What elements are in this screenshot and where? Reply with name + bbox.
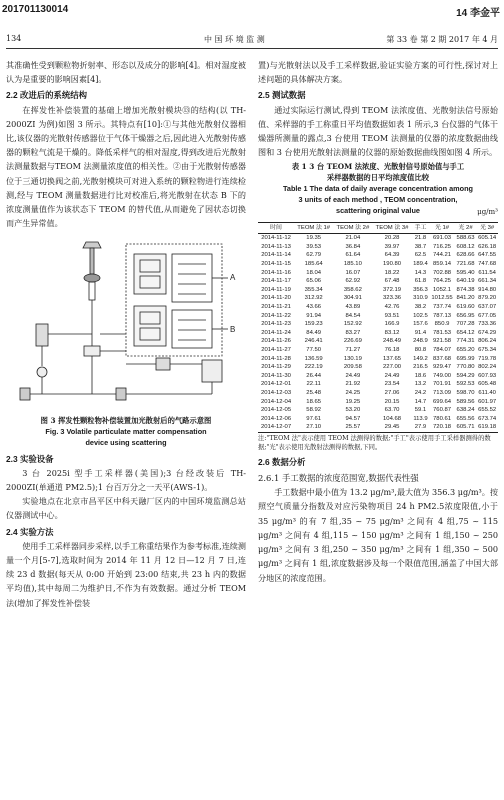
table-header-cell: TEOM 法 1#: [294, 222, 333, 234]
table-cell: 189.4: [413, 261, 428, 267]
table-cell: 27.9: [412, 423, 430, 432]
table-cell: 14.3: [414, 269, 427, 276]
table-cell: 43.89: [345, 303, 361, 310]
table-cell: 18.6: [414, 372, 427, 379]
table-cell: 2014-11-28: [261, 355, 291, 362]
table-row: [258, 372, 498, 381]
table-cell: 24.2: [414, 389, 427, 396]
intro-paragraph: 其准确性受到颗粒物折射率、形态以及成分的影响[4]。相对湿度被认为是重要的影响因素[4]。: [6, 60, 246, 85]
table-cell: 84.54: [345, 312, 361, 319]
table-cell: 137.65: [383, 355, 402, 362]
data-table: [258, 222, 498, 433]
table-cell: 1052.1: [433, 286, 452, 293]
table-row: [258, 251, 498, 260]
table-cell: 62.79: [306, 252, 322, 259]
table-cell: 701.91: [433, 381, 452, 388]
document-header: [0, 4, 504, 18]
table-header-cell: 光 3#: [476, 222, 498, 234]
section-2-3-heading: 2.3 实验设备: [6, 453, 54, 464]
table-cell: 372.19: [383, 286, 402, 293]
table-cell: 42.76: [384, 303, 400, 310]
table-row: [258, 269, 498, 278]
continued-paragraph: 置)与光散射法以及手工采样数据,验证实验方案的可行性,探讨对上述问题的具体解决方案。: [258, 60, 498, 85]
table-cell: 611.54: [478, 269, 496, 276]
table-cell: 227.00: [383, 364, 402, 371]
table-cell: 62.92: [345, 278, 361, 285]
table-cell: 166.9: [384, 321, 400, 328]
table-row: [258, 260, 498, 269]
table-cell: 719.78: [478, 355, 497, 362]
table-row: [258, 277, 498, 286]
table-cell: 2014-12-05: [260, 407, 292, 414]
table-cell: 21.04: [345, 235, 361, 242]
table-cell: 2014-11-17: [261, 278, 291, 285]
table-cell: 608.12: [456, 243, 475, 250]
table-cell: 611.40: [478, 389, 496, 396]
table-cell: 64.39: [384, 252, 400, 259]
table-cell: 38.7: [414, 243, 427, 250]
table-cell: 594.29: [456, 372, 475, 379]
table-cell: 837.68: [433, 355, 452, 362]
table-cell: 674.29: [478, 329, 497, 336]
table-cell: 16.07: [345, 269, 361, 276]
table-cell: 713.09: [433, 389, 452, 396]
table-row: [258, 243, 498, 252]
table-cell: 640.19: [456, 278, 475, 285]
table-cell: 19.25: [345, 398, 361, 405]
table-cell: 59.1: [414, 407, 427, 414]
table-cell: 655.52: [478, 407, 497, 414]
table-cell: 638.24: [456, 407, 475, 414]
table-cell: 304.91: [343, 295, 362, 302]
table-cell: 781.53: [433, 329, 452, 336]
table-cell: 655.20: [456, 346, 475, 353]
table-cell: 637.07: [478, 303, 497, 310]
table-cell: 84.49: [306, 329, 322, 336]
table-cell: 2014-11-26: [261, 338, 291, 345]
table-cell: 850.9: [434, 321, 450, 328]
table-header-cell: 光 1#: [429, 222, 454, 234]
table-cell: 21.92: [345, 381, 361, 388]
table-cell: 605.48: [478, 381, 497, 388]
table-cell: 312.92: [304, 295, 323, 302]
section-2-4-paragraph: 使用手工采样器同步采样,以手工称重结果作为参考标准,连续测量一个月[5-7],选取时间为 2014 年 11 月 12 日—12 月 7 日,连续 23 d 数据(每天从 0:00 开始到 23:00 结束,共 23 h 内的数据平均值),其中每周二为维护日,不作为有效数据。通过分析 TEOM 法(增加了挥发性补偿装: [6, 540, 246, 608]
journal-name: 中 国 环 境 监 测: [204, 35, 265, 44]
table-cell: 2014-12-04: [260, 398, 292, 405]
fig-label-a: A: [230, 273, 236, 283]
table-cell: 67.48: [384, 278, 400, 285]
table-cell: 2014-12-06: [260, 415, 292, 422]
table-cell: 14.7: [414, 398, 427, 405]
table-cell: 58.92: [306, 407, 322, 414]
table-cell: 628.66: [456, 252, 475, 259]
table-cell: 802.24: [478, 364, 497, 371]
table-cell: 2014-12-01: [260, 381, 292, 388]
table-cell: 605.14: [478, 235, 497, 242]
table-cell: 588.63: [456, 235, 475, 242]
table-cell: 91.94: [306, 312, 322, 319]
table-cell: 358.62: [343, 286, 362, 293]
table-cell: 677.05: [478, 312, 497, 319]
table-cell: 80.8: [414, 346, 427, 353]
table-cell: 24.25: [345, 389, 361, 396]
table-row: [258, 423, 498, 432]
table-cell: 22.11: [306, 381, 321, 388]
table-cell: 720.18: [429, 423, 454, 432]
table-cell: 2014-11-21: [261, 303, 291, 310]
table-cell: 749.00: [433, 372, 452, 379]
section-2-5-heading: 2.5 测试数据: [258, 90, 306, 101]
table-cell: 65.06: [306, 278, 322, 285]
table-cell: 716.25: [433, 243, 452, 250]
table-cell: 733.36: [478, 321, 497, 328]
table-cell: 159.23: [304, 321, 323, 328]
table-row: [258, 346, 498, 355]
table-cell: 744.21: [433, 252, 452, 259]
section-2-3-paragraph-1: 3 台 2025i 型手工采样器(美国);3 台经改装后 TH-2000ZI(单通道 PM2.5);1 台百万分之一天平(AWS-1)。: [6, 467, 246, 493]
table-cell: 695.99: [456, 355, 475, 362]
table-cell: 774.31: [456, 338, 475, 345]
table-cell: 356.3: [413, 286, 428, 293]
section-2-3-paragraph-2: 实验地点在北京市昌平区中科天融厂区内的中国环境监测总站仪器测试中心。: [6, 496, 246, 521]
table-1-caption-en-1: Table 1 The data of daily average concentration among: [282, 184, 474, 194]
table-cell: 157.6: [413, 321, 428, 328]
table-cell: 94.57: [345, 415, 361, 422]
section-2-2-paragraph: 在挥发性补偿装置的基础上增加光散射模块⑬的结构(以 TH-2000ZI 为例)如图 3 所示。其特点有[10]:①与其他光散射仪器相比,该仪器的光散射传感器位于气体干燥器之后,因此进入光散射传感器的颗粒气流是干燥的。降低采样气的相对湿度,得到改进后光散射法测量数据与TEOM 法测量浓度值的相关性。②由于光散射传感器位于三通切换阀之前,光散射模块可对进入系统的颗粒物进行连续检测,经与 TEOM 测量数据进行比对校准后,将光散射在状态 B 下的浓度测量值作为该状态下 TEOM 的替代值,从而避免了因状态切换而产生异常值。: [6, 104, 246, 229]
table-cell: 24.49: [345, 372, 361, 379]
table-cell: 605.71: [455, 423, 477, 432]
table-row: [258, 406, 498, 415]
table-cell: 589.56: [456, 398, 475, 405]
table-cell: 2014-11-19: [261, 286, 291, 293]
table-cell: 879.20: [478, 295, 497, 302]
table-cell: 18.22: [384, 269, 400, 276]
table-cell: 97.61: [306, 415, 322, 422]
table-cell: 2014-11-12: [261, 235, 291, 242]
fig-label-b: B: [230, 325, 236, 335]
table-cell: 2014-11-15: [261, 261, 291, 267]
table-cell: 355.34: [304, 286, 323, 293]
table-cell: 647.55: [478, 252, 497, 259]
table-cell: 113.9: [413, 415, 428, 422]
left-column: [6, 58, 246, 610]
table-cell: 2014-11-29: [261, 364, 291, 371]
table-1-caption-en-3: scattering original value: [336, 206, 420, 216]
table-note: 注:"TEOM 法"表示使用 TEOM 法测得的数据;"手工"表示使用手工采样器测得的数据;"光"表示使用光散射法测得的数据,下同。: [258, 434, 491, 451]
table-cell: 222.19: [304, 364, 323, 371]
table-cell: 23.54: [384, 381, 400, 388]
table-row: [258, 312, 498, 321]
table-cell: 102.5: [413, 312, 428, 319]
table-cell: 598.70: [456, 389, 475, 396]
table-1-caption-cn-2: 采样器数据的日平均浓度值比较: [326, 173, 430, 183]
table-cell: 130.19: [343, 355, 362, 362]
table-cell: 20.15: [384, 398, 400, 405]
table-cell: 699.64: [433, 398, 452, 405]
table-cell: 25.48: [306, 389, 322, 396]
table-cell: 310.9: [413, 295, 428, 302]
table-cell: 149.2: [413, 355, 428, 362]
page-number: 134: [6, 34, 22, 43]
author-page-label: 14 李金平: [456, 8, 500, 19]
table-cell: 2014-12-07: [258, 423, 294, 432]
table-cell: 764.25: [433, 278, 452, 285]
table-cell: 226.69: [343, 338, 362, 345]
table-cell: 27.06: [384, 389, 400, 396]
table-cell: 619.18: [476, 423, 498, 432]
table-cell: 2014-11-27: [261, 346, 291, 353]
table-cell: 246.41: [304, 338, 323, 345]
table-cell: 91.4: [414, 329, 427, 336]
table-unit: μg/m³: [477, 208, 498, 217]
table-row: [258, 337, 498, 346]
table-cell: 747.68: [478, 261, 497, 267]
table-header-cell: 时间: [258, 222, 294, 234]
table-body: [258, 234, 498, 433]
table-row: [258, 234, 498, 243]
table-cell: 209.58: [343, 364, 362, 371]
figure-3-diagram: [6, 234, 246, 406]
table-cell: 655.56: [456, 415, 475, 422]
table-cell: 152.92: [343, 321, 362, 328]
table-cell: 707.28: [456, 321, 475, 328]
table-cell: 63.70: [384, 407, 400, 414]
table-cell: 19.35: [306, 235, 322, 242]
table-cell: 784.07: [433, 346, 452, 353]
section-2-6-heading: 2.6 数据分析: [258, 456, 306, 467]
table-cell: 2014-11-14: [261, 252, 291, 259]
table-cell: 76.18: [384, 346, 400, 353]
table-cell: 43.66: [306, 303, 322, 310]
table-cell: 770.80: [456, 364, 475, 371]
table-row: [258, 415, 498, 424]
table-cell: 760.87: [433, 407, 452, 414]
table-cell: 806.24: [478, 338, 497, 345]
section-2-6-1-paragraph: 手工数据中最小值为 13.2 μg/m³,最大值为 356.3 μg/m³。按照空气质量分指数及对应污染物项目 24 h PM2.5浓度限值,小于 35 μg/m³ 的有 7 组,35 ~ 75 μg/m³ 之间有 4 组,75 ~ 115 μg/m³ 之间有 4 组,115 ~ 150 μg/m³ 之间有 1 组,150 ~ 250 μg/m³ 之间有 3 组,250 ~ 350 μg/m³ 之间有 1 组,350 ~ 500 μg/m³ 之间有 1 组,浓度数据涉及每一个限值范围,涵盖了中国大部分地区的浓度范围。: [258, 487, 498, 583]
table-cell: 2014-11-20: [261, 295, 291, 302]
table-cell: 601.97: [478, 398, 497, 405]
journal-id: 201701130014: [2, 4, 69, 15]
table-cell: 787.13: [433, 312, 452, 319]
table-cell: 18.65: [306, 398, 322, 405]
table-cell: 62.5: [414, 252, 427, 259]
table-cell: 20.28: [384, 235, 400, 242]
table-row: [258, 320, 498, 329]
figure-3-caption-en-1: Fig. 3 Volatile particulate matter compensation: [45, 426, 207, 436]
table-cell: 914.80: [478, 286, 497, 293]
table-cell: 185.10: [343, 261, 362, 267]
table-cell: 39.53: [306, 243, 322, 250]
table-cell: 248.49: [383, 338, 402, 345]
table-cell: 702.88: [433, 269, 452, 276]
table-cell: 721.68: [456, 261, 475, 267]
table-cell: 83.12: [384, 329, 400, 336]
table-row: [258, 380, 498, 389]
table-row: [258, 398, 498, 407]
table-cell: 21.8: [414, 235, 427, 242]
section-2-4-heading: 2.4 实验方法: [6, 526, 54, 537]
table-cell: 673.74: [478, 415, 497, 422]
table-cell: 24.49: [384, 372, 400, 379]
table-cell: 1012.55: [431, 295, 453, 302]
table-cell: 661.34: [478, 278, 497, 285]
table-cell: 2014-11-30: [261, 372, 291, 379]
table-cell: 323.36: [383, 295, 402, 302]
table-cell: 93.51: [384, 312, 400, 319]
table-cell: 619.60: [456, 303, 475, 310]
table-cell: 29.45: [372, 423, 411, 432]
table-cell: 2014-11-24: [261, 329, 291, 336]
table-cell: 929.47: [433, 364, 452, 371]
figure-3-caption-en-2: device using scattering: [85, 437, 167, 447]
table-cell: 2014-12-03: [260, 389, 292, 396]
table-header-row: [258, 222, 498, 234]
table-cell: 626.18: [478, 243, 497, 250]
issue-info: 第 33 卷 第 2 期 2017 年 4 月: [386, 35, 498, 44]
table-cell: 136.59: [304, 355, 323, 362]
table-cell: 841.20: [456, 295, 475, 302]
table-cell: 38.2: [414, 303, 427, 310]
table-cell: 780.61: [433, 415, 452, 422]
table-row: [258, 355, 498, 364]
table-cell: 27.10: [294, 423, 333, 432]
table-cell: 595.40: [456, 269, 475, 276]
table-cell: 2014-11-16: [261, 269, 291, 276]
table-cell: 61.8: [414, 278, 427, 285]
table-cell: 654.12: [456, 329, 475, 336]
table-cell: 26.44: [306, 372, 322, 379]
section-2-6-1-heading: 2.6.1 手工数据的浓度范围宽,数据代表性强: [258, 473, 419, 484]
table-cell: 874.38: [456, 286, 475, 293]
table-cell: 921.58: [433, 338, 452, 345]
table-cell: 53.20: [345, 407, 361, 414]
table-cell: 61.64: [345, 252, 361, 259]
table-header-cell: TEOM 法 3#: [372, 222, 411, 234]
table-1-caption-cn-1: 表 1 3 台 TEOM 法浓度、光散射信号原始值与手工: [291, 162, 465, 172]
section-2-5-paragraph: 通过实际运行测试,得到 TEOM 法浓度值、光散射法信号原始值、采样器的手工称重日平均值数据如表 1 所示,3 台仪器的气体干燥器所测量的露点,3 台使用 TEOM 法测量的仪器的浓度数据曲线图和 3 台使用光散射法测量的仪器的原始数据曲线图如图 4 所示。: [258, 104, 498, 158]
table-cell: 675.34: [478, 346, 497, 353]
table-cell: 607.93: [478, 372, 497, 379]
table-cell: 859.14: [433, 261, 452, 267]
table-cell: 83.27: [345, 329, 361, 336]
table-cell: 104.68: [383, 415, 402, 422]
header-rule: [6, 48, 498, 49]
table-cell: 71.27: [345, 346, 361, 353]
table-row: [258, 286, 498, 295]
section-2-2-heading: 2.2 改进后的系统结构: [6, 90, 87, 101]
table-cell: 248.9: [413, 338, 428, 345]
table-cell: 691.03: [433, 235, 452, 242]
table-header-cell: TEOM 法 2#: [333, 222, 372, 234]
right-column: [258, 58, 498, 585]
table-header-cell: 手工: [412, 222, 430, 234]
table-row: [258, 329, 498, 338]
table-header-cell: 光 2#: [455, 222, 477, 234]
table-cell: 2014-11-23: [261, 321, 291, 328]
table-cell: 592.53: [456, 381, 475, 388]
table-cell: 185.64: [304, 261, 323, 267]
table-cell: 18.04: [306, 269, 322, 276]
table-cell: 39.97: [384, 243, 400, 250]
table-cell: 77.50: [306, 346, 322, 353]
table-cell: 36.84: [345, 243, 361, 250]
table-row: [258, 303, 498, 312]
table-cell: 2014-11-13: [261, 243, 291, 250]
table-cell: 216.5: [413, 364, 428, 371]
table-row: [258, 294, 498, 303]
table-cell: 737.74: [433, 303, 452, 310]
table-row: [258, 389, 498, 398]
table-cell: 25.57: [333, 423, 372, 432]
figure-3-caption-cn: 图 3 挥发性颗粒物补偿装置加光散射后的气路示意图: [40, 415, 212, 425]
table-cell: 13.2: [414, 381, 427, 388]
table-row: [258, 363, 498, 372]
table-cell: 190.80: [383, 261, 402, 267]
table-cell: 656.95: [456, 312, 475, 319]
table-1-caption-en-2: 3 units of each method , TEOM concentration,: [298, 195, 458, 205]
table-cell: 2014-11-22: [261, 312, 291, 319]
